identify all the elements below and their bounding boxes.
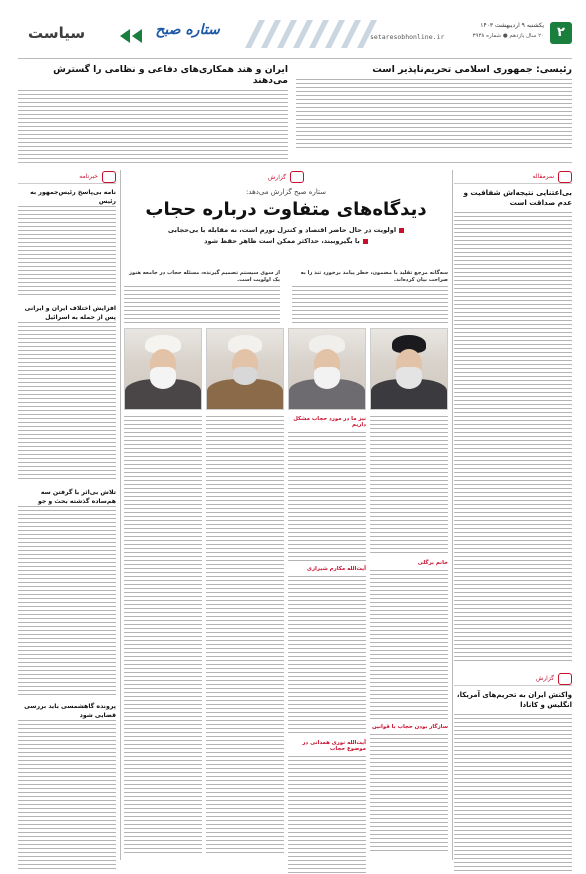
portrait-strip (124, 328, 448, 410)
intro-left-lead: از سوی سیستم تصمیم گیرنده، مسئله حجاب در جامعه هنوز یک اولویت است. (129, 270, 280, 283)
brief-item-2-title: افزایش اختلاف ایران و ایرانی پس از حمله به اسرائیل (24, 305, 116, 321)
column-divider-left (120, 170, 121, 860)
intro-left (124, 270, 280, 326)
main-story-bullet-1 (124, 226, 448, 234)
portrait-cleric-1 (370, 328, 448, 410)
bullet-2-text: با بگیروببند، حداکثر ممکن است ظاهر حفظ شود (204, 237, 360, 245)
intro-right-body (292, 286, 448, 326)
top-story-right-body (296, 79, 572, 151)
bullet-square-icon (399, 228, 404, 233)
intro-right (292, 270, 448, 326)
editorial-tag-label: سرمقاله (532, 173, 554, 180)
report-body (454, 714, 572, 874)
intro-row (124, 270, 448, 326)
body-col-1-text-a (370, 416, 448, 556)
body-col-1 (370, 416, 448, 860)
top-story-left-body (18, 90, 288, 162)
portrait-cleric-4 (124, 328, 202, 410)
brief-item-4-body (18, 720, 116, 870)
top-story-left-headline: ایران و هند همکاری‌های دفاعی و نظامی را گسترش می‌دهند (53, 64, 288, 86)
main-story-kicker: ستاره صبح گزارش می‌دهد: (246, 188, 326, 196)
bullet-square-icon (363, 239, 368, 244)
intro-right-lead: سه‌گانه مرجع تقلید با مضمون، خطر پیامد برخورد تند را به صراحت بیان کرده‌اند. (300, 270, 448, 283)
masthead (0, 0, 586, 62)
portrait-cleric-2 (288, 328, 366, 410)
column-divider-right (452, 170, 453, 860)
top-story-left (18, 64, 288, 156)
report-icon (558, 673, 572, 685)
brief-item-4-title: پرونده گاهشمسی باید بررسی قضایی شود (24, 703, 116, 719)
issue-line: ۲۰ سال یازدهم ● شماره ۳۹۳۸ (472, 33, 544, 39)
subhead-1: خانم برگلی (417, 560, 448, 566)
report-tag-label: گزارش (535, 675, 554, 682)
editorial-title: بی‌اعتنایی نتیجه‌اش شفافیت و عدم صداقت است (463, 188, 572, 207)
editorial-icon (558, 171, 572, 183)
main-story-bullet-2 (124, 237, 448, 245)
main-body-columns (124, 416, 448, 860)
body-col-3 (206, 416, 284, 856)
brief-item-3-title: تلاش بی‌اثر با گرفتن سه هم‌ساده گذشته‌ بحث و جو (37, 489, 116, 505)
newspaper-logo: ستاره صبح (155, 22, 220, 38)
news-brief-tag-label: خبرنامه (79, 173, 98, 180)
page-number-badge: ۲ (550, 22, 572, 44)
masthead-divider (18, 58, 572, 59)
report-tag (454, 672, 572, 686)
body-col-2 (288, 416, 366, 860)
brief-item-1-body (18, 206, 116, 298)
section-arrow-icon (118, 28, 144, 47)
body-col-2-text-a (288, 432, 366, 562)
body-col-2-text-b (288, 576, 366, 736)
editorial-body (454, 212, 572, 662)
editorial-tag (454, 170, 572, 184)
body-col-4 (124, 416, 202, 856)
body-col-1-text-c (370, 734, 448, 854)
main-story-tag-row (124, 170, 448, 184)
brief-item-1-title: نامه بی‌پاسخ رئیس‌جمهور به رئیس (30, 189, 116, 205)
news-brief-tag (18, 170, 116, 184)
left-column (18, 170, 116, 860)
right-column (454, 170, 572, 860)
main-story-tag: گزارش (267, 173, 287, 181)
subhead-4: آیت‌الله مکارم شیرازی (307, 566, 366, 572)
subhead-2: سازگار بودن حجاب با قوانین (371, 724, 448, 730)
subhead-5: آیت‌الله نوری همدانی در موضوع حجاب (302, 740, 366, 752)
main-story-tag-icon (290, 171, 304, 183)
body-col-2-text-c (288, 756, 366, 874)
masthead-stripes (235, 20, 385, 48)
website-link[interactable]: setaresobhonline.ir (370, 33, 445, 41)
main-story-headline: دیدگاه‌های متفاوت درباره حجاب (145, 199, 427, 220)
top-story-right-headline: رئیسی: جمهوری اسلامی تحریم‌ناپذیر است (372, 64, 572, 75)
report-title: واکنش ایران به تحریم‌های آمریکا، انگلیس و کانادا (456, 691, 572, 709)
top-story-right (296, 64, 572, 156)
intro-left-body (124, 286, 280, 326)
brief-item-3-body (18, 506, 116, 696)
date-line: یکشنبه ۹ اردیبهشت ۱۴۰۳ (480, 22, 544, 29)
section-title: سیاست (28, 24, 86, 42)
body-col-1-text-b (370, 570, 448, 720)
bullet-1-text: اولویت در حال حاضر اقتصاد و کنترل تورم است، نه مقابله با بی‌حجابی (167, 226, 397, 234)
subhead-3: نیز ما در مورد حجاب مشکل داریم (293, 416, 366, 428)
main-story (124, 170, 448, 860)
top-divider (18, 162, 572, 163)
portrait-cleric-3 (206, 328, 284, 410)
news-brief-icon (102, 171, 116, 183)
brief-item-2-body (18, 322, 116, 482)
